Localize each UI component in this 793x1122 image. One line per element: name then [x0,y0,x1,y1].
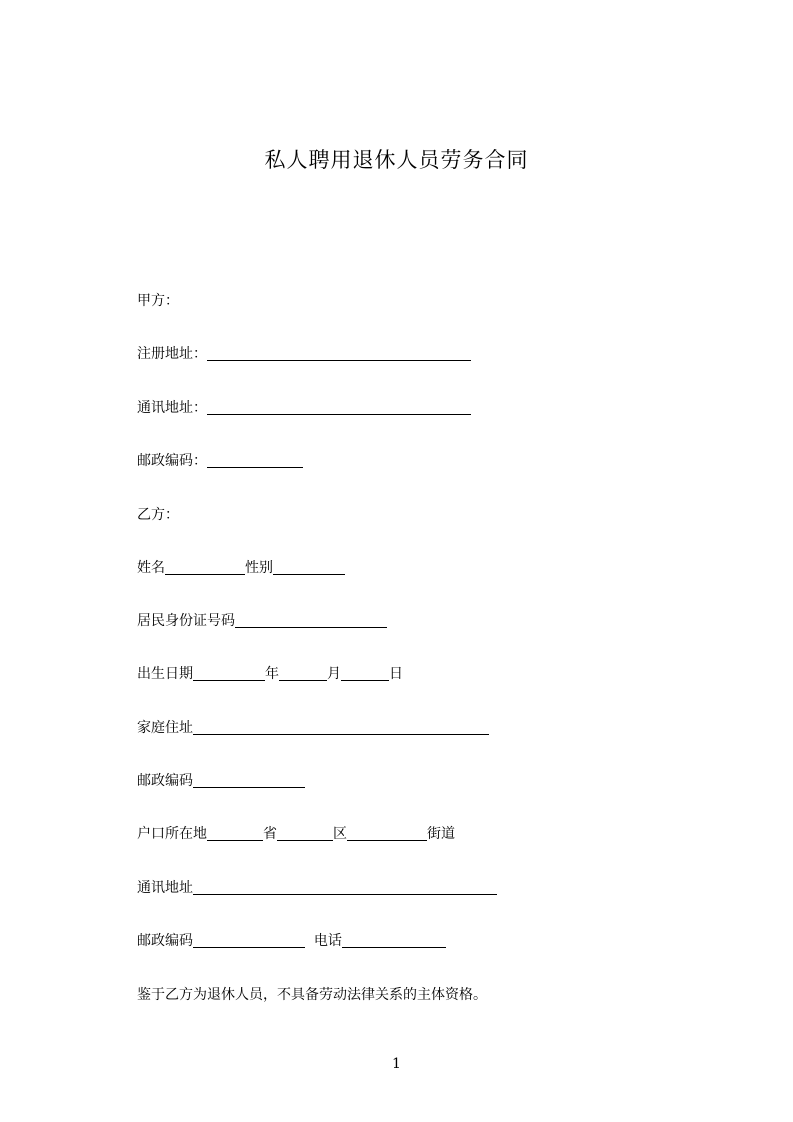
party-b-postcode-line [137,771,305,791]
hukou-province-blank[interactable] [207,826,263,841]
party-a-postcode-label: 邮政编码： [137,453,207,469]
party-a-mail-address-line [137,398,471,418]
party-b-postcode-label: 邮政编码 [137,773,193,789]
party-b-postcode-blank[interactable] [193,773,305,788]
postcode-phone-line [137,931,446,951]
hukou-line [137,824,455,844]
phone-label: 电话 [313,933,342,949]
party-b-postcode2-label: 邮政编码 [137,933,193,949]
id-number-label: 居民身份证号码 [137,613,235,629]
statement-paragraph: 鉴于乙方为退休人员，不具备劳动法律关系的主体资格。 [137,987,487,1003]
district-label: 区 [333,826,347,842]
birth-year-blank[interactable] [193,666,265,681]
hukou-label: 户口所在地 [137,826,207,842]
registered-address-line [137,344,471,364]
name-gender-line [137,558,345,578]
province-label: 省 [263,826,277,842]
party-a-line [137,291,179,311]
birth-date-line [137,664,403,684]
name-blank[interactable] [165,560,245,575]
party-a-mail-address-blank[interactable] [207,400,471,415]
day-label: 日 [389,666,403,682]
home-address-label: 家庭住址 [137,720,193,736]
document-title: 私人聘用退休人员劳务合同 [264,148,529,172]
name-label: 姓名 [137,560,165,576]
party-a-postcode-line [137,451,303,471]
gender-label: 性别 [245,560,273,576]
hukou-street-blank[interactable] [347,826,427,841]
party-b-mail-address-blank[interactable] [193,880,497,895]
birth-month-blank[interactable] [279,666,327,681]
id-number-line [137,611,387,631]
party-b-line [137,505,179,525]
registered-address-label: 注册地址： [137,346,207,362]
birth-day-blank[interactable] [341,666,389,681]
year-label: 年 [265,666,279,682]
party-b-mail-address-label: 通讯地址 [137,880,193,896]
page-number: 1 [392,1056,401,1072]
birth-date-label: 出生日期 [137,666,193,682]
party-a-label: 甲方： [137,293,179,309]
registered-address-blank[interactable] [207,346,471,361]
month-label: 月 [327,666,341,682]
party-a-postcode-blank[interactable] [207,453,303,468]
party-b-mail-address-line [137,878,497,898]
home-address-blank[interactable] [193,720,489,735]
phone-blank[interactable] [342,933,446,948]
party-b-label: 乙方： [137,507,179,523]
hukou-district-blank[interactable] [277,826,333,841]
gender-blank[interactable] [273,560,345,575]
home-address-line [137,718,489,738]
party-b-postcode2-blank[interactable] [193,933,305,948]
id-number-blank[interactable] [235,613,387,628]
street-label: 街道 [427,826,455,842]
party-a-mail-address-label: 通讯地址： [137,400,207,416]
